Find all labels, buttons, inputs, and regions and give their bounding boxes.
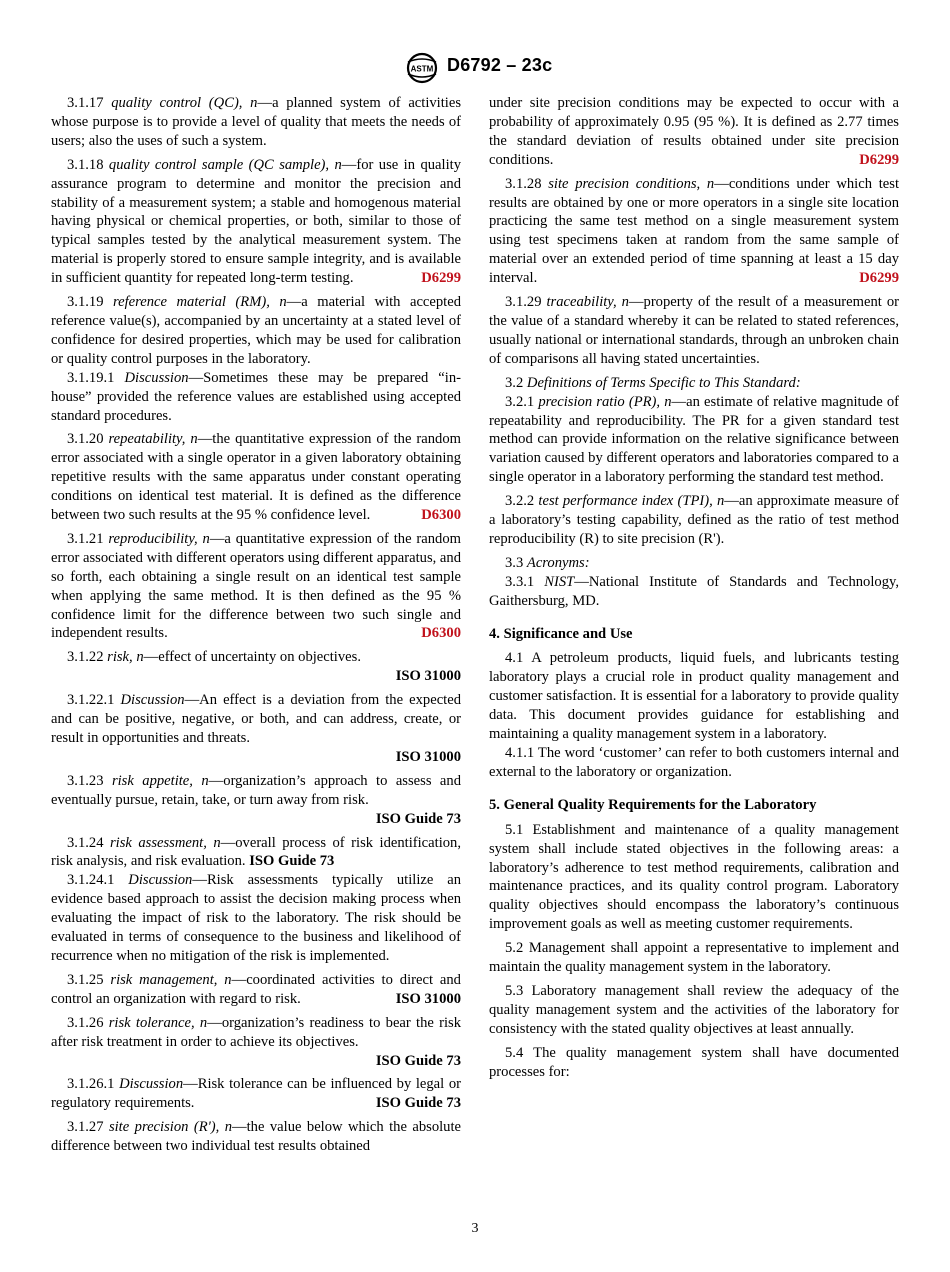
def-3-2-1: 3.2.1 precision ratio (PR), n—an estimate of relative magnitude of repeatability and reproducibility. The PR for a given standard test method can provide information on the relative significance between variation caused by different operators and laboratories compared to a single operator in a laboratory performing the standard test method. [489,393,900,486]
def-3-1-26-1: 3.1.26.1 Discussion—Risk tolerance can be influenced by legal or regulatory requirements. ISO Guide 73 [51,1076,461,1112]
def-3-1-27-continued: under site precision conditions may be expected to occur with a probability of approximately 0.95 (95 %). It is defined as 2.77 times the standard deviation of results obtained under site precision conditions. D6299 [489,95,899,168]
left-column [51,94,461,1161]
def-3-1-22-1: 3.1.22.1 Discussion—An effect is a deviation from the expected and can be positive, negative, or both, and can address, create, or result in opportunities and threats. [51,692,461,746]
def-3-1-19-1: 3.1.19.1 Discussion—Sometimes these may be prepared “in-house” provided the reference values are established using accepted standard procedures. [51,369,461,424]
def-3-1-23: 3.1.23 risk appetite, n—organization’s approach to assess and eventually pursue, retain, take, or turn away from risk. [51,772,462,808]
ref-link[interactable]: D6299 [859,151,899,168]
def-3-1-19: 3.1.19 reference material (RM), n—a material with accepted reference value(s), accompanied by an uncertainty at a stated level of confidence for desired properties, which may be used for calibration or quality control purposes in the laboratory. [51,294,462,367]
ref-link[interactable]: D6300 [421,507,461,524]
page-header [0,52,950,86]
def-3-2-2: 3.2.2 test performance index (TPI), n—an approximate measure of a laboratory’s testing capability, defined as the ratio of test method reproducibility (R) to site precision (R'). [489,493,899,547]
para-5-3: 5.3 Laboratory management shall review the adequacy of the quality management system and the activities of the laboratory for consistency with the stated quality objectives at least annually. [489,982,899,1037]
astm-logo [404,52,440,84]
right-column [489,94,899,1087]
ref-link[interactable]: D6299 [859,270,899,287]
section-3-3: 3.3 Acronyms: [505,554,590,571]
def-3-1-24: 3.1.24 risk assessment, n—overall process of risk identification, risk analysis, and risk evaluation. ISO Guide 73 [51,834,461,870]
section-3-2: 3.2 Definitions of Terms Specific to This Standard: [505,374,801,391]
ref-source: ISO Guide 73 [375,1052,461,1069]
para-5-2: 5.2 Management shall appoint a representative to implement and maintain the quality management system in the laboratory. [489,940,899,976]
ref-source: ISO 31000 [395,668,461,685]
ref-source: ISO 31000 [395,990,461,1007]
def-3-1-26: 3.1.26 risk tolerance, n—organization’s readiness to bear the risk after risk treatment in order to achieve its objectives. [51,1014,461,1050]
def-3-1-24-1: 3.1.24.1 Discussion—Risk assessments typically utilize an evidence based approach to assist the decision making process when evaluating the impact of risk to the laboratory. The risk should be evaluated in terms of consequence to the business and likelihood of recurrence when no mitigation of the risk is implemented. [51,872,461,964]
logo-text: ASTM [410,64,434,74]
ref-source: ISO Guide 73 [249,853,335,870]
para-4-1-1: 4.1.1 The word ‘customer’ can refer to both customers internal and external to the laboratory or organization. [489,745,899,780]
def-3-1-28: 3.1.28 site precision conditions, n—conditions under which test results are obtained by one or more operators in a single site location practicing the same test method on a single measurement system using test specimens taken at random from the same sample of material over an extended period of time spanning at least a 15 day interval. D6299 [489,175,899,287]
def-3-1-21: 3.1.21 reproducibility, n—a quantitative expression of the random error associated with different operators using different apparatus, and so forth, each obtaining a single result on an identical test sample when applying the same method. It is then defined as the 95 % confidence limit for the difference between two such single and independent results. D6300 [51,530,462,642]
def-3-1-27: 3.1.27 site precision (R'), n—the value below which the absolute difference between two individual test results obtained [51,1119,462,1155]
ref-source: ISO 31000 [395,748,461,765]
def-3-3-1: 3.3.1 NIST—National Institute of Standards and Technology, Gaithersburg, MD. [489,573,899,609]
section-heading-5: 5. General Quality Requirements for the Laboratory [489,796,817,813]
page-number: 3 [471,1221,479,1236]
def-3-1-20: 3.1.20 repeatability, n—the quantitative expression of the random error associated with a single operator in a given laboratory obtaining repetitive results with the same apparatus under constant operating conditions on identical test material. It is defined as the difference between two such results at the 95 % confidence level. D6300 [51,431,461,524]
def-3-1-29: 3.1.29 traceability, n—property of the result of a measurement or the value of a standard whereby it can be related to stated references, usually national or international standards, through an unbroken chain of comparisons all having stated uncertainties. [489,294,899,367]
ref-source: ISO Guide 73 [375,810,461,827]
ref-link[interactable]: D6300 [421,625,461,642]
def-3-1-18: 3.1.18 quality control sample (QC sample), n—for use in quality assurance program to determine and monitor the precision and stability of a measurement system; a stable and homogenous material having physical or chemical properties, or both, similar to those of typical samples tested by the analytical measurement system. The material is properly stored to ensure sample integrity, and is available in sufficient quantity for repeated long-term testing. D6299 [51,156,461,287]
para-5-4: 5.4 The quality management system shall have documented processes for: [489,1044,899,1080]
section-heading-4: 4. Significance and Use [489,625,633,642]
ref-link[interactable]: D6299 [421,270,461,287]
ref-source: ISO Guide 73 [375,1095,461,1112]
para-4-1: 4.1 A petroleum products, liquid fuels, and lubricants testing laboratory plays a crucial role in product quality management and customer satisfaction. It is essential for a laboratory to provide quality data. This document provides guidance for establishing and maintaining a quality management system in a laboratory. [489,650,899,743]
standard-designation: D6792 – 23c [447,55,553,75]
para-5-1: 5.1 Establishment and maintenance of a quality management system shall include stated objectives in the following areas: a laboratory’s adherence to test method requirements, calibration and maintenance practices, and its quality control program. Laboratory quality objectives should encompass the laboratory’s continuous improvement goals as well as meeting customer requirements. [489,821,899,933]
def-3-1-17: 3.1.17 quality control (QC), n—a planned system of activities whose purpose is to provide a level of quality that meets the needs of users; also the uses of such a system. [51,95,461,149]
def-3-1-22: 3.1.22 risk, n—effect of uncertainty on objectives. [67,649,361,666]
def-3-1-25: 3.1.25 risk management, n—coordinated activities to direct and control an organization with regard to risk. ISO 31000 [51,971,461,1007]
